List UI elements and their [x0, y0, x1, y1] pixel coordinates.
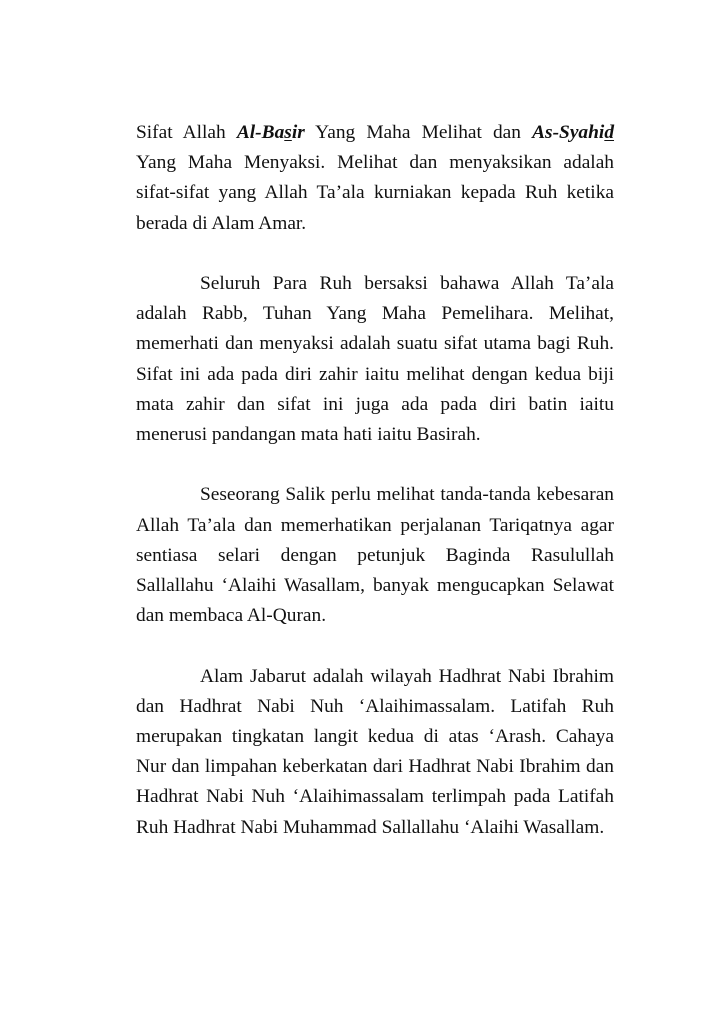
paragraph-4: Alam Jabarut adalah wilayah Hadhrat Nabi Ibrahim dan Hadhrat Nabi Nuh ‘Alaihimassalam. Latifah Ruh merupakan tingkatan langit kedua di atas ‘Arash. Cahaya Nur dan limpahan keberkatan dari Hadhrat Nabi Ibrahim dan Hadhrat Nabi Nuh ‘Alaihimassalam terlimpah pada Latifah Ruh Hadhrat Nabi Muhammad Sallallahu ‘Alaihi Wasallam.	[136, 665, 614, 838]
paragraph-1-intro: Sifat Allah	[136, 122, 237, 143]
paragraph-2: Seluruh Para Ruh bersaksi bahawa Allah Ta’ala adalah Rabb, Tuhan Yang Maha Pemelihara. Melihat, memerhati dan menyaksi adalah suatu sifat utama bagi Ruh. Sifat ini ada pada diri zahir iaitu melihat dengan kedua biji mata zahir dan sifat ini juga ada pada diri batin iaitu menerusi pandangan mata hati iaitu Basirah.	[136, 273, 614, 446]
paragraph-1-rest: Yang Maha Menyaksi. Melihat dan menyaksikan adalah sifat-sifat yang Allah Ta’ala kurniakan kepada Ruh ketika berada di Alam Amar.	[136, 152, 614, 234]
paragraph-1-middle: Yang Maha Melihat dan	[304, 122, 533, 143]
term-as-syahid-underlined-letter: d	[604, 122, 615, 143]
term-as-syahid-part-1: As-Syahi	[532, 122, 605, 143]
paragraph-1	[136, 118, 614, 239]
term-al-basir-underlined-letter: s	[284, 122, 292, 143]
term-al-basir-part-1: Al-Ba	[236, 122, 285, 143]
paragraph-3: Seseorang Salik perlu melihat tanda-tanda kebesaran Allah Ta’ala dan memerhatikan perjalanan Tariqatnya agar sentiasa selari dengan petunjuk Baginda Rasulullah Sallallahu ‘Alaihi Wasallam, banyak mengucapkan Selawat dan membaca Al-Quran.	[136, 484, 614, 627]
term-al-basir-part-2: ir	[291, 122, 305, 143]
term-al-basir	[237, 122, 305, 143]
document-body	[136, 118, 614, 873]
term-as-syahid	[532, 122, 614, 143]
